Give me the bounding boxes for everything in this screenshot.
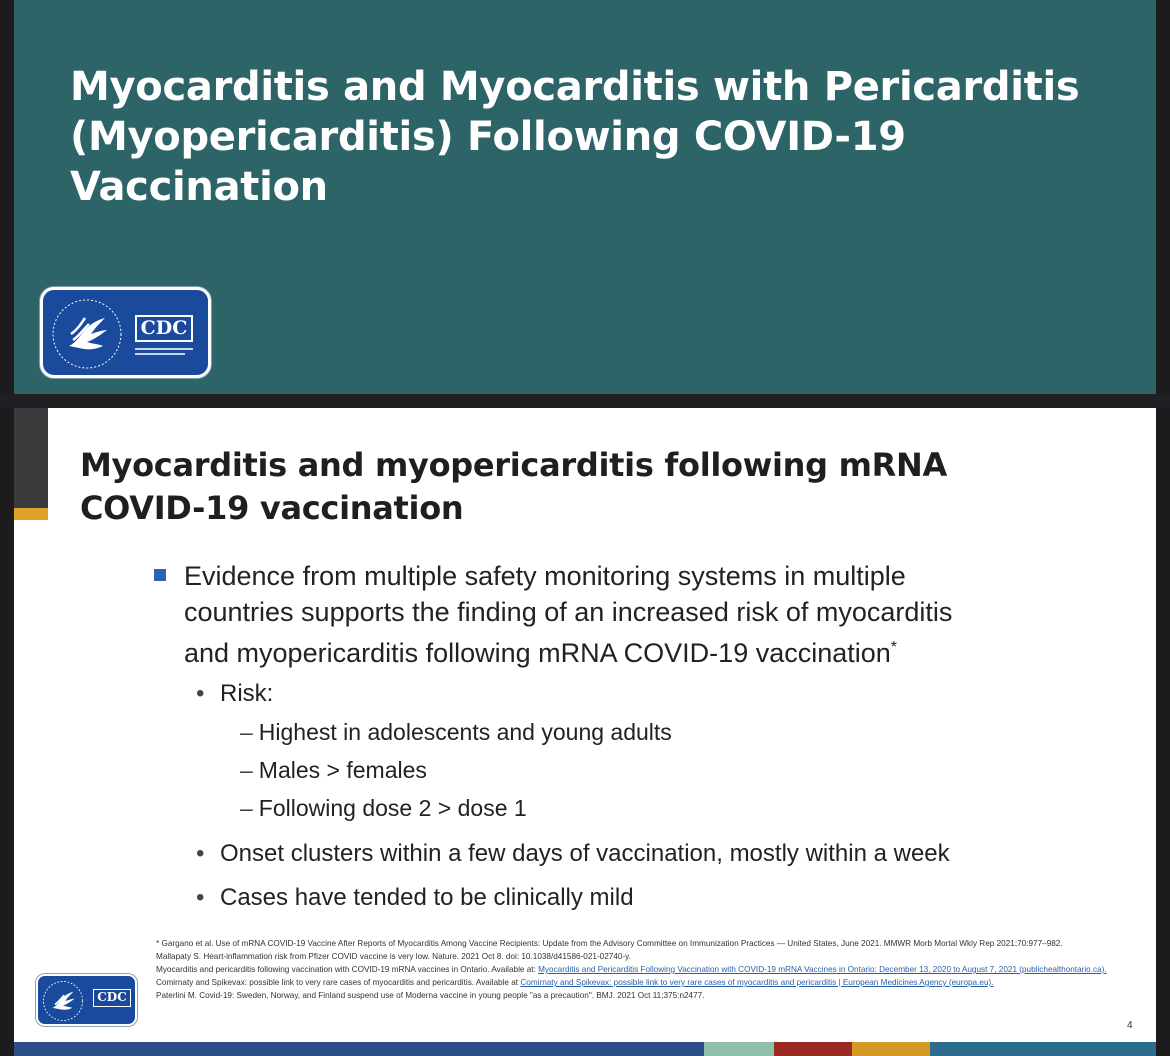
risk-item-text: Highest in adolescents and young adults: [258, 719, 672, 745]
sub-bullet-cases-text: Cases have tended to be clinically mild: [220, 884, 634, 911]
title-slide-heading: [70, 62, 1130, 212]
cdc-logo-text: CDC: [97, 990, 127, 1004]
bottom-bar-segment: [852, 1042, 930, 1056]
slide-separator: [0, 394, 1170, 408]
cdc-logo-subtext-lines: [135, 348, 195, 355]
main-bullet-line3-wrap: [184, 630, 1114, 671]
sub-bullet-risk-text: Risk:: [220, 680, 274, 707]
reference-item: [156, 964, 1116, 976]
dash-bullet-icon: –: [240, 795, 253, 821]
main-bullet-line1: Evidence from multiple safety monitoring systems in multiple: [184, 561, 906, 591]
sub-bullet-risk: [196, 680, 273, 708]
content-slide-heading-line1: Myocarditis and myopericarditis following mRNA: [80, 446, 947, 484]
slide-sidebar-band: [14, 408, 48, 508]
footnote-marker: *: [890, 639, 898, 656]
dot-bullet-icon: •: [196, 884, 205, 911]
sub-bullet-onset-text: Onset clusters within a few days of vaccination, mostly within a week: [220, 840, 950, 867]
dot-bullet-icon: •: [196, 680, 205, 707]
bottom-bar-segment: [930, 1042, 1156, 1056]
reference-link[interactable]: Comirnaty and Spikevax: possible link to very rare cases of myocarditis and pericarditis | European Medicines Agency (europa.eu).: [520, 978, 994, 987]
cdc-logo-text: CDC: [140, 317, 188, 339]
reference-text: Myocarditis and pericarditis following vaccination with COVID-19 mRNA vaccines in Ontario. Available at:: [156, 965, 539, 974]
hhs-eagle-icon: [47, 294, 127, 374]
title-slide-heading-line1: Myocarditis and Myocarditis with Pericarditis: [70, 64, 1080, 110]
content-slide-heading: [80, 444, 1080, 530]
content-slide-heading-line2: COVID-19 vaccination: [80, 489, 464, 527]
dot-bullet-icon: •: [196, 840, 205, 867]
risk-item: [240, 757, 427, 784]
dash-bullet-icon: –: [240, 757, 253, 783]
cdc-logo-box: [135, 315, 193, 342]
reference-item: * Gargano et al. Use of mRNA COVID-19 Vaccine After Reports of Myocarditis Among Vaccine Recipients: Update from the Advisory Committee on Immunization Practices — United States, June 2021. MMWR Morb Mortal Wkly Rep 2021;70:977–982.: [156, 939, 1063, 948]
cdc-logo-box: [93, 989, 131, 1007]
main-bullet-line2: countries supports the finding of an increased risk of myocarditis: [184, 597, 953, 627]
page-number: 4: [1127, 1020, 1133, 1031]
sub-bullet-onset: [196, 840, 950, 868]
risk-item: [240, 795, 527, 822]
reference-item: Paterlini M. Covid-19: Sweden, Norway, and Finland suspend use of Moderna vaccine in young people "as a precaution". BMJ. 2021 Oct 11;375:n2477.: [156, 991, 705, 1000]
bottom-bar-segment: [14, 1042, 704, 1056]
main-bullet: [154, 558, 1114, 671]
content-slide: [14, 408, 1156, 1056]
title-slide-heading-line2: (Myopericarditis) Following COVID-19 Vaccination: [70, 114, 906, 210]
square-bullet-icon: [154, 569, 166, 581]
reference-item: Mallapaty S. Heart-inflammation risk from Pfizer COVID vaccine is very low. Nature. 2021 Oct 8. doi: 10.1038/d41586-021-02740-y.: [156, 952, 631, 961]
cdc-logo: [36, 974, 137, 1026]
reference-link[interactable]: Myocarditis and Pericarditis Following Vaccination with COVID-19 mRNA Vaccines in Ontario: December 13, 2020 to August 7, 2021 (publichealthontario.ca).: [538, 965, 1107, 974]
dash-bullet-icon: –: [240, 719, 253, 745]
bottom-bar-segment: [774, 1042, 852, 1056]
references: [156, 938, 1116, 1003]
cdc-logo: [40, 287, 211, 378]
sub-bullet-cases: [196, 884, 634, 912]
risk-item-text: Males > females: [258, 757, 427, 783]
title-slide: [14, 0, 1156, 394]
risk-item-text: Following dose 2 > dose 1: [258, 795, 527, 821]
bottom-bar-segment: [704, 1042, 774, 1056]
reference-item: [156, 977, 1116, 989]
risk-item: [240, 719, 672, 746]
hhs-eagle-icon: [40, 978, 86, 1024]
main-bullet-line3: and myopericarditis following mRNA COVID-19 vaccination: [184, 638, 891, 668]
slide-sidebar-accent: [14, 508, 48, 520]
reference-text: Comirnaty and Spikevax: possible link to very rare cases of myocarditis and pericarditis. Available at: [156, 978, 521, 987]
bottom-color-bar: [14, 1042, 1156, 1056]
